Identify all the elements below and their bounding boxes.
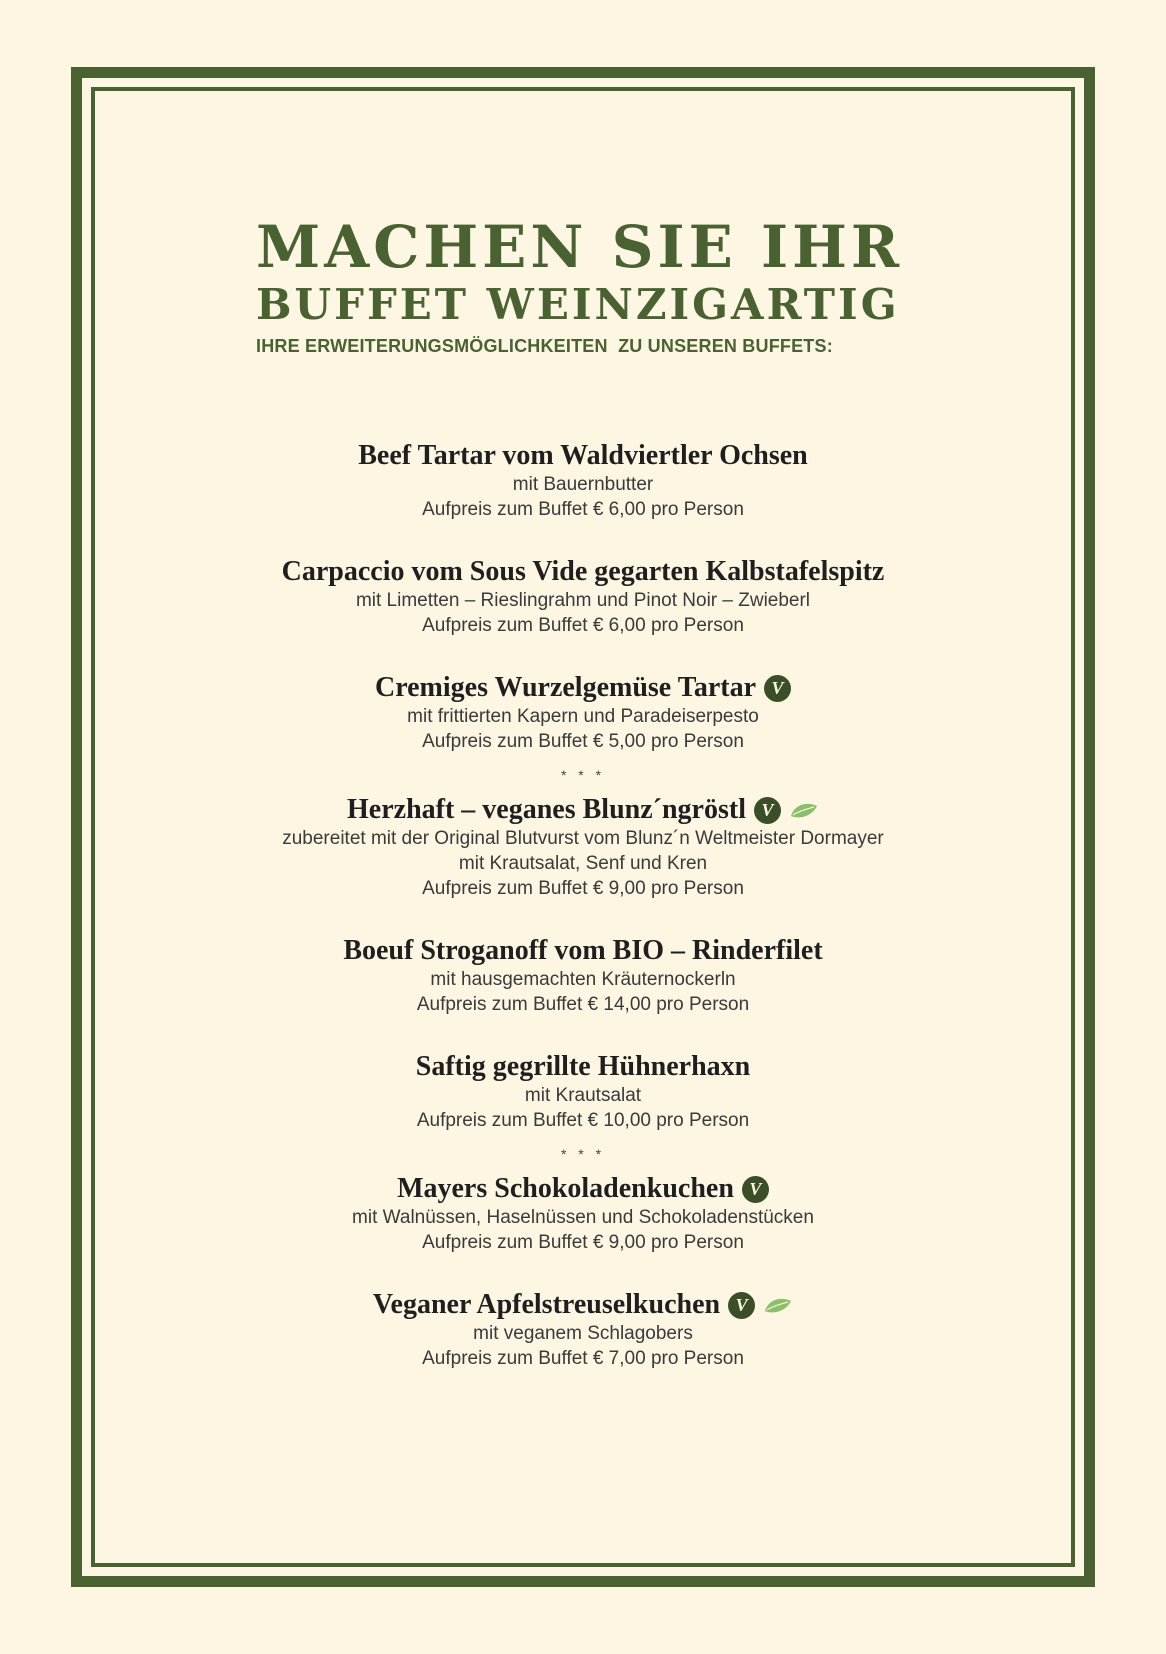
dish-list — [160, 440, 1006, 1405]
dish-price: Aufpreis zum Buffet € 10,00 pro Person — [416, 1110, 750, 1131]
dish-name: Herzhaft – veganes Blunz´ngröstl — [347, 794, 746, 825]
dish-item — [160, 672, 1006, 754]
dish-name: Beef Tartar vom Waldviertler Ochsen — [358, 440, 808, 471]
vegan-leaf-icon — [763, 1295, 793, 1315]
dish-description: mit hausgemachten Kräuternockerln — [430, 969, 736, 990]
dish-name-row — [160, 1173, 1006, 1205]
dish-name-row — [160, 440, 1006, 472]
dish-price: Aufpreis zum Buffet € 6,00 pro Person — [422, 615, 744, 636]
dish-name-row — [160, 794, 1006, 826]
vegetarian-v-icon: V — [754, 797, 781, 824]
dish-name: Boeuf Stroganoff vom BIO – Rinderfilet — [343, 935, 823, 966]
dish-description: mit Limetten – Rieslingrahm und Pinot Noir – Zwieberl — [355, 590, 811, 611]
dish-description: mit Bauernbutter — [512, 474, 654, 495]
dish-item — [160, 1289, 1006, 1371]
vegetarian-v-icon: V — [764, 675, 791, 702]
page-title-line-1: MACHEN SIE IHR — [256, 213, 904, 281]
dish-item — [160, 1173, 1006, 1255]
dish-name: Mayers Schokoladenkuchen — [397, 1173, 734, 1204]
dish-name: Cremiges Wurzelgemüse Tartar — [374, 672, 757, 703]
dish-description: mit Walnüssen, Haselnüssen und Schokoladenstücken — [352, 1207, 814, 1228]
section-separator: * * * — [560, 1146, 606, 1162]
dish-name-row — [160, 935, 1006, 967]
dish-price: Aufpreis zum Buffet € 7,00 pro Person — [422, 1348, 744, 1369]
dish-item — [160, 556, 1006, 638]
dish-description: mit Krautsalat, Senf und Kren — [458, 853, 708, 874]
section-separator: * * * — [560, 767, 606, 783]
dish-name-row — [160, 1289, 1006, 1321]
dish-name: Veganer Apfelstreuselkuchen — [372, 1289, 721, 1320]
dish-item — [160, 794, 1006, 901]
dish-description: zubereitet mit der Original Blutvurst vom Blunz´n Weltmeister Dormayer — [282, 828, 884, 849]
dish-item — [160, 935, 1006, 1017]
dish-name: Carpaccio vom Sous Vide gegarten Kalbstafelspitz — [281, 556, 885, 587]
dish-name: Saftig gegrillte Hühnerhaxn — [415, 1051, 751, 1082]
dish-price: Aufpreis zum Buffet € 14,00 pro Person — [416, 994, 750, 1015]
dish-price: Aufpreis zum Buffet € 9,00 pro Person — [422, 1232, 744, 1253]
dish-name-row — [160, 556, 1006, 588]
vegetarian-v-icon: V — [728, 1292, 755, 1319]
vegan-leaf-icon — [789, 800, 819, 820]
dish-price: Aufpreis zum Buffet € 9,00 pro Person — [422, 878, 744, 899]
dish-description: mit frittierten Kapern und Paradeiserpesto — [407, 706, 759, 727]
dish-name-row — [160, 672, 1006, 704]
page-title-line-2: BUFFET WEINZIGARTIG — [256, 280, 900, 329]
dish-price: Aufpreis zum Buffet € 6,00 pro Person — [422, 499, 744, 520]
page-subtitle: IHRE ERWEITERUNGSMÖGLICHKEITEN ZU UNSEREN BUFFETS: — [256, 336, 833, 356]
menu-header — [256, 213, 911, 357]
dish-description: mit Krautsalat — [524, 1085, 642, 1106]
dish-item — [160, 440, 1006, 522]
dish-description: mit veganem Schlagobers — [473, 1323, 693, 1344]
vegetarian-v-icon: V — [742, 1176, 769, 1203]
dish-item — [160, 1051, 1006, 1133]
dish-price: Aufpreis zum Buffet € 5,00 pro Person — [422, 731, 744, 752]
dish-name-row — [160, 1051, 1006, 1083]
